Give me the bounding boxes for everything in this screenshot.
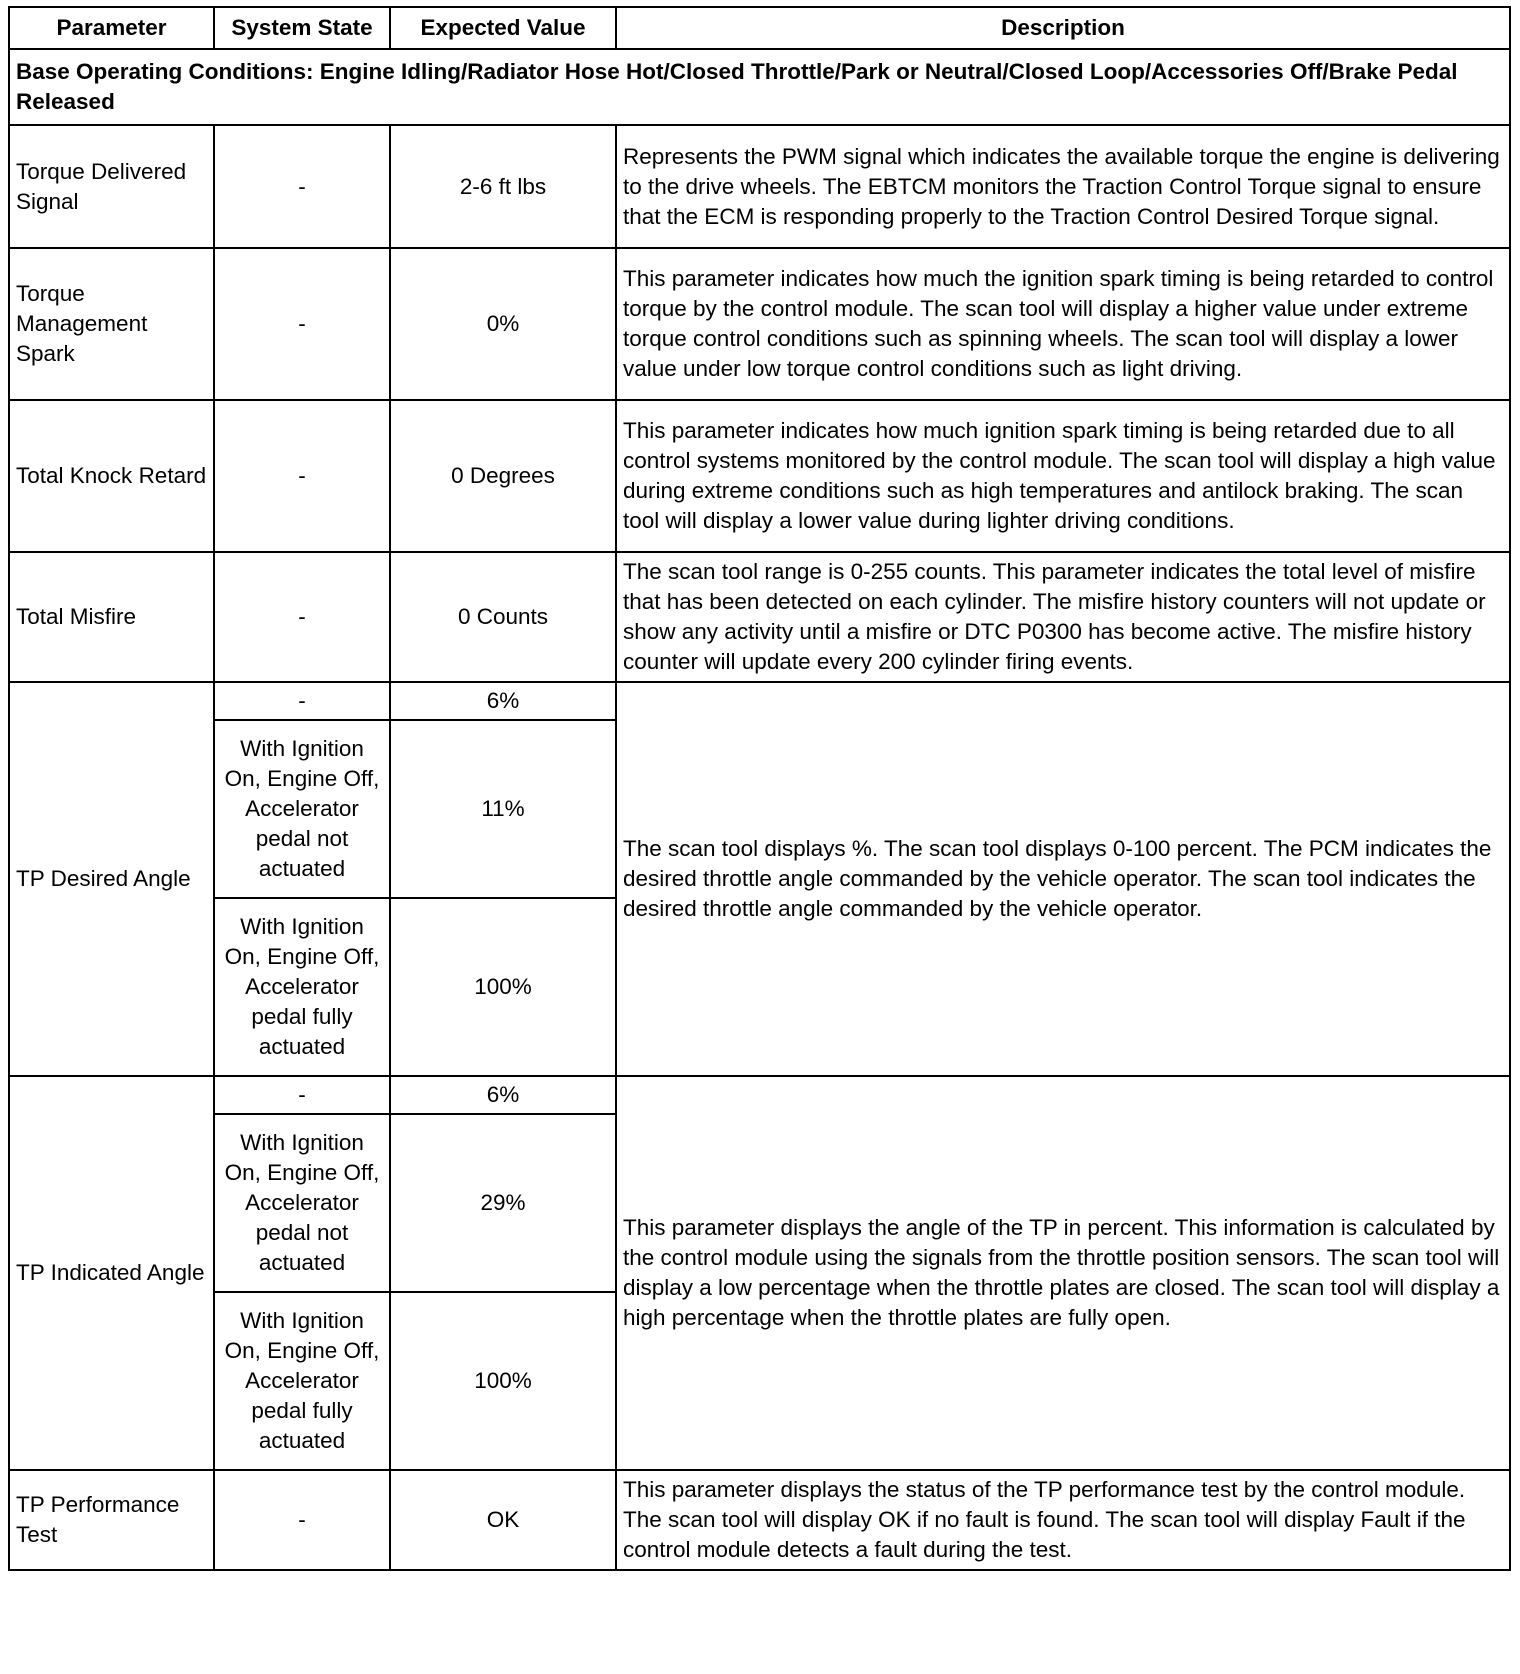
expected-value-cell: 6% (390, 1076, 616, 1114)
system-state-cell: - (214, 248, 390, 400)
base-conditions: Base Operating Conditions: Engine Idling/Radiator Hose Hot/Closed Throttle/Park or Neutral/Closed Loop/Accessories Off/Brake Pedal Released (9, 49, 1510, 125)
header-description: Description (616, 7, 1510, 49)
table-row (9, 400, 1510, 552)
system-state-cell: - (214, 1470, 390, 1570)
system-state-cell: With Ignition On, Engine Off, Accelerator pedal fully actuated (214, 898, 390, 1076)
parameter-cell: Total Misfire (9, 552, 214, 682)
expected-value-cell: 0% (390, 248, 616, 400)
header-row (9, 7, 1510, 49)
parameter-cell: TP Desired Angle (9, 682, 214, 1076)
parameter-cell: Total Knock Retard (9, 400, 214, 552)
expected-value-cell: 0 Degrees (390, 400, 616, 552)
parameter-table (8, 6, 1511, 1571)
table-row (9, 248, 1510, 400)
system-state-cell: - (214, 125, 390, 248)
header-system-state: System State (214, 7, 390, 49)
description-cell: The scan tool displays %. The scan tool displays 0-100 percent. The PCM indicates the desired throttle angle commanded by the vehicle operator. The scan tool indicates the desired throttle angle commanded by the vehicle operator. (616, 682, 1510, 1076)
header-parameter: Parameter (9, 7, 214, 49)
parameter-cell: Torque Delivered Signal (9, 125, 214, 248)
system-state-cell: With Ignition On, Engine Off, Accelerator pedal not actuated (214, 1114, 390, 1292)
header-expected-value: Expected Value (390, 7, 616, 49)
description-cell: This parameter indicates how much ignition spark timing is being retarded due to all control systems monitored by the control module. The scan tool will display a high value during extreme conditions such as high temperatures and antilock braking. The scan tool will display a lower value during lighter driving conditions. (616, 400, 1510, 552)
description-cell: This parameter displays the status of the TP performance test by the control module. The scan tool will display OK if no fault is found. The scan tool will display Fault if the control module detects a fault during the test. (616, 1470, 1510, 1570)
system-state-cell: - (214, 1076, 390, 1114)
expected-value-cell: OK (390, 1470, 616, 1570)
system-state-cell: - (214, 400, 390, 552)
expected-value-cell: 6% (390, 682, 616, 720)
expected-value-cell: 29% (390, 1114, 616, 1292)
system-state-cell: - (214, 682, 390, 720)
table-row (9, 682, 1510, 720)
expected-value-cell: 2-6 ft lbs (390, 125, 616, 248)
system-state-cell: With Ignition On, Engine Off, Accelerator pedal not actuated (214, 720, 390, 898)
expected-value-cell: 100% (390, 898, 616, 1076)
table-row (9, 552, 1510, 682)
expected-value-cell: 100% (390, 1292, 616, 1470)
base-conditions-row (9, 49, 1510, 125)
table-row (9, 125, 1510, 248)
system-state-cell: With Ignition On, Engine Off, Accelerator pedal fully actuated (214, 1292, 390, 1470)
parameter-cell: TP Indicated Angle (9, 1076, 214, 1470)
description-cell: Represents the PWM signal which indicates the available torque the engine is delivering to the drive wheels. The EBTCM monitors the Traction Control Torque signal to ensure that the ECM is responding properly to the Traction Control Desired Torque signal. (616, 125, 1510, 248)
parameter-cell: Torque Management Spark (9, 248, 214, 400)
description-cell: This parameter displays the angle of the TP in percent. This information is calculated by the control module using the signals from the throttle position sensors. The scan tool will display a low percentage when the throttle plates are closed. The scan tool will display a high percentage when the throttle plates are fully open. (616, 1076, 1510, 1470)
expected-value-cell: 11% (390, 720, 616, 898)
parameter-cell: TP Performance Test (9, 1470, 214, 1570)
description-cell: The scan tool range is 0-255 counts. This parameter indicates the total level of misfire that has been detected on each cylinder. The misfire history counters will not update or show any activity until a misfire or DTC P0300 has become active. The misfire history counter will update every 200 cylinder firing events. (616, 552, 1510, 682)
table-row (9, 1076, 1510, 1114)
system-state-cell: - (214, 552, 390, 682)
table-row (9, 1470, 1510, 1570)
expected-value-cell: 0 Counts (390, 552, 616, 682)
description-cell: This parameter indicates how much the ignition spark timing is being retarded to control torque by the control module. The scan tool will display a higher value under extreme torque control conditions such as spinning wheels. The scan tool will display a lower value under low torque control conditions such as light driving. (616, 248, 1510, 400)
